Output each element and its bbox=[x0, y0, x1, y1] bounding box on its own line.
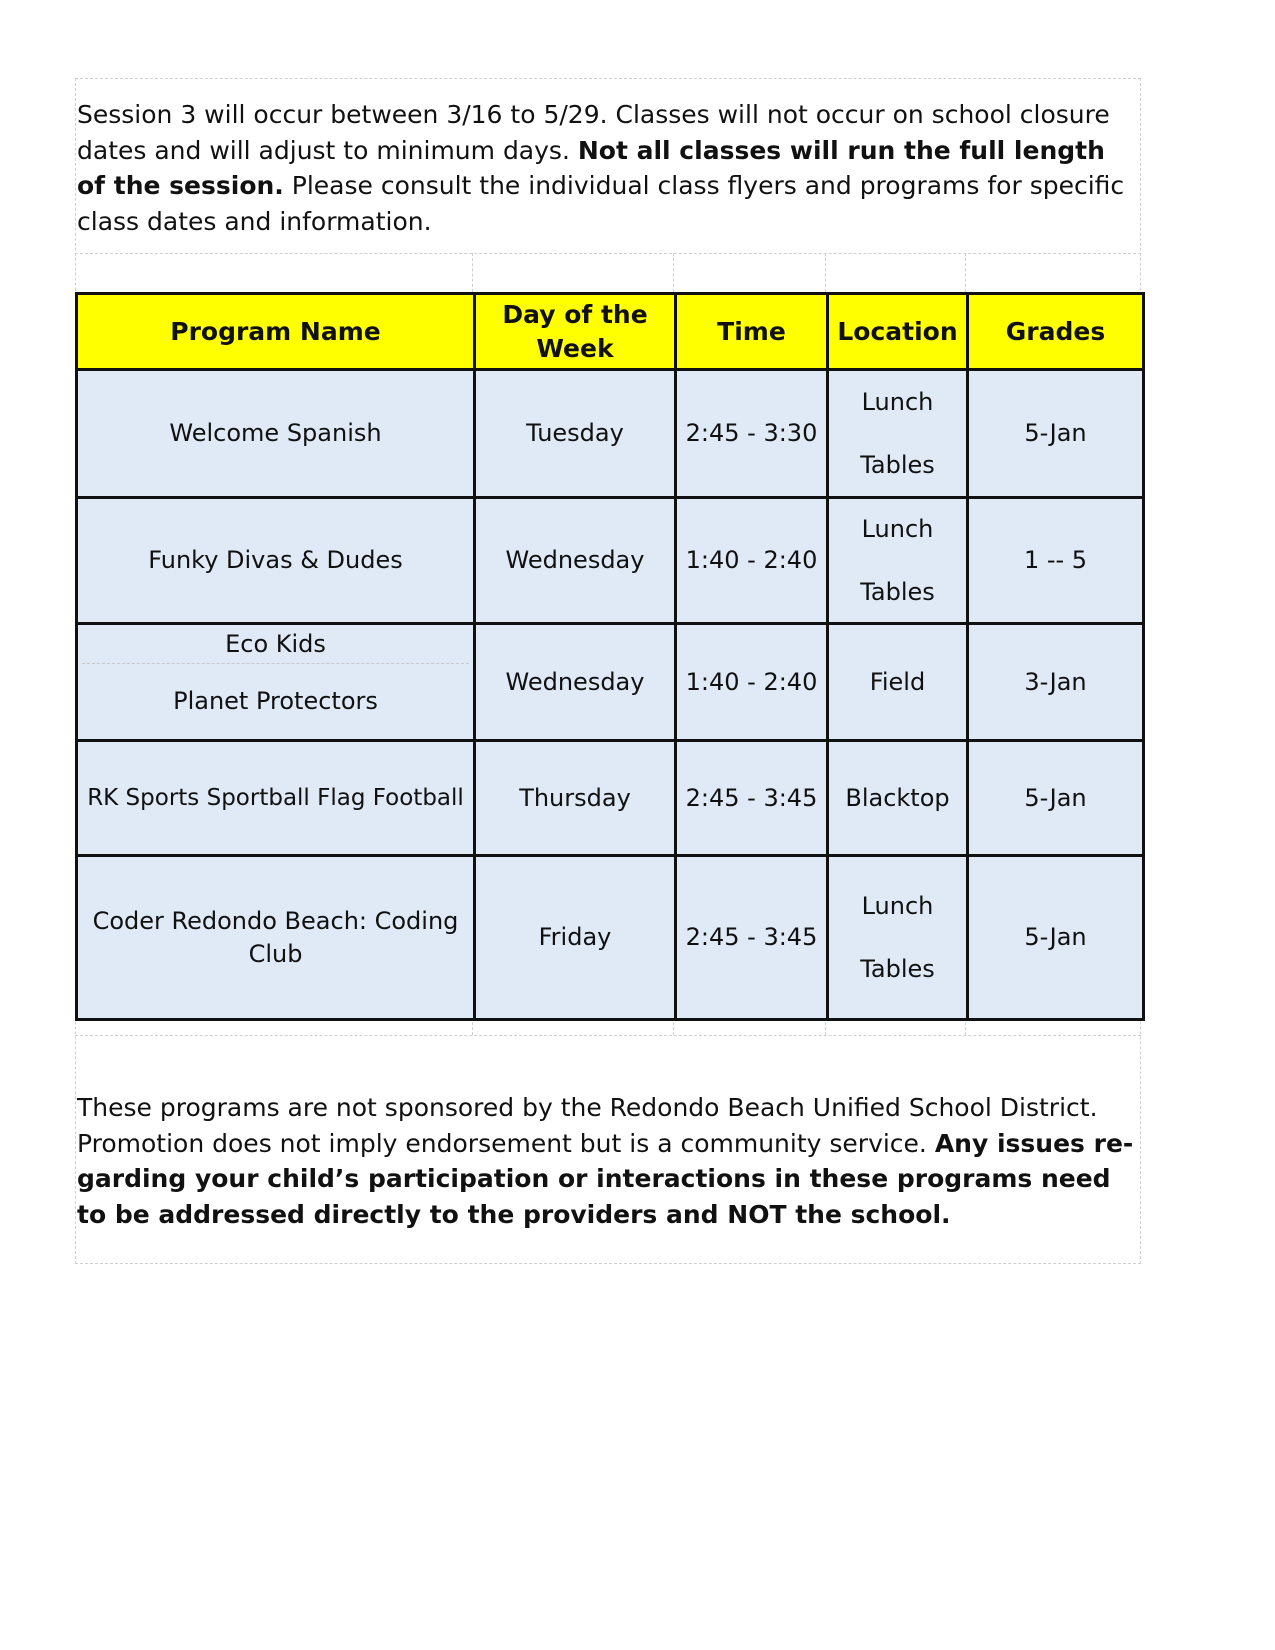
cell-grades: 5-Jan bbox=[968, 741, 1144, 856]
cell-program: RK Sports Sportball Flag Football bbox=[77, 741, 475, 856]
cell-location bbox=[828, 856, 968, 1020]
sponsorship-disclaimer bbox=[77, 1090, 1141, 1232]
table-header-row bbox=[77, 294, 1144, 370]
cell-time: 1:40 - 2:40 bbox=[676, 624, 828, 741]
grid-line bbox=[75, 253, 1141, 254]
program-schedule-table bbox=[75, 292, 1145, 1021]
location-line-1: Lunch bbox=[861, 891, 934, 920]
cell-time: 2:45 - 3:30 bbox=[676, 370, 828, 498]
cell-program: Welcome Spanish bbox=[77, 370, 475, 498]
cell-day: Tuesday bbox=[475, 370, 676, 498]
intro-text-2: Please consult the individual class flyers and programs for specific class dates and information. bbox=[77, 171, 1125, 236]
program-line-2: Planet Protectors bbox=[173, 687, 378, 715]
location-line-1: Lunch bbox=[861, 387, 934, 416]
intro-text-1: Session 3 will occur between 3/16 to 5/29. Classes will not occur on school closure dates and will adjust to minimum days. bbox=[77, 100, 1110, 165]
cell-program: Coder Redondo Beach: Coding Club bbox=[77, 856, 475, 1020]
cell-day: Friday bbox=[475, 856, 676, 1020]
session-intro bbox=[77, 97, 1141, 239]
cell-time: 2:45 - 3:45 bbox=[676, 856, 828, 1020]
cell-program bbox=[77, 624, 475, 741]
location-line-2: Tables bbox=[860, 577, 935, 606]
cell-day: Wednesday bbox=[475, 624, 676, 741]
program-line-1: Eco Kids bbox=[82, 625, 469, 664]
header-day-of-week: Day of the Week bbox=[475, 294, 676, 370]
cell-grades: 1 -- 5 bbox=[968, 498, 1144, 624]
grid-line bbox=[965, 253, 966, 292]
header-grades: Grades bbox=[968, 294, 1144, 370]
grid-line bbox=[472, 253, 473, 292]
cell-time: 2:45 - 3:45 bbox=[676, 741, 828, 856]
cell-location: Blacktop bbox=[828, 741, 968, 856]
cell-time: 1:40 - 2:40 bbox=[676, 498, 828, 624]
cell-location bbox=[828, 498, 968, 624]
cell-grades: 5-Jan bbox=[968, 370, 1144, 498]
grid-line bbox=[825, 253, 826, 292]
cell-program: Funky Divas & Dudes bbox=[77, 498, 475, 624]
header-location: Location bbox=[828, 294, 968, 370]
cell-location bbox=[828, 370, 968, 498]
location-line-1: Lunch bbox=[861, 514, 934, 543]
intro-bold-note: Not all classes will run the full length of the session. bbox=[77, 135, 1105, 200]
cell-grades: 3-Jan bbox=[968, 624, 1144, 741]
header-time: Time bbox=[676, 294, 828, 370]
disclaimer-bold-note: Any issues re-garding your child’s participation or interactions in these programs need to be addressed directly to the providers and NOT the school. bbox=[77, 1128, 1134, 1229]
header-program-name: Program Name bbox=[77, 294, 475, 370]
table-row bbox=[77, 370, 1144, 498]
cell-grades: 5-Jan bbox=[968, 856, 1144, 1020]
grid-line bbox=[75, 1035, 1141, 1036]
table-row bbox=[77, 741, 1144, 856]
cell-day: Thursday bbox=[475, 741, 676, 856]
table-row bbox=[77, 624, 1144, 741]
table-row bbox=[77, 498, 1144, 624]
disclaimer-text-1: These programs are not sponsored by the Redondo Beach Unified School District. Promotion does not imply endorsement but is a community service. bbox=[77, 1093, 1098, 1158]
location-line-2: Tables bbox=[860, 954, 935, 983]
location-line-2: Tables bbox=[860, 450, 935, 479]
table-row bbox=[77, 856, 1144, 1020]
cell-day: Wednesday bbox=[475, 498, 676, 624]
cell-location: Field bbox=[828, 624, 968, 741]
grid-line bbox=[673, 253, 674, 292]
